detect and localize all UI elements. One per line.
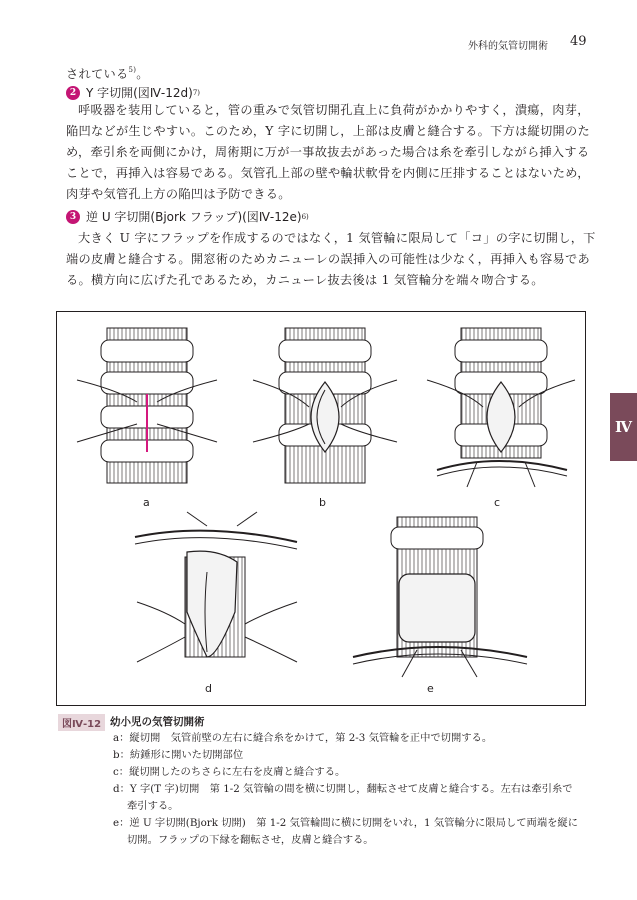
figure-box xyxy=(56,311,586,706)
caption-item-d-cont: 牽引する。 xyxy=(127,800,179,812)
panel-e-drawing xyxy=(353,517,527,677)
panel-label-a: a xyxy=(143,496,150,509)
chapter-tab: Ⅳ xyxy=(610,393,637,461)
body-line-0: されている$^{5)}$。 xyxy=(66,66,149,81)
running-header-title: 外科的気管切開術 xyxy=(468,41,548,52)
panel-label-c: c xyxy=(494,496,501,509)
panel-d-drawing xyxy=(135,512,297,662)
caption-item-e: e：逆 U 字切開(Bjork 切開) 第 1-2 気管輪間に横に切開をいれ，1 気管輪分に限局して両端を縦に xyxy=(113,817,579,829)
tracheotomy-illustration xyxy=(57,312,587,707)
panel-label-d: d xyxy=(205,682,212,695)
paragraph-line: ことで，再挿入は容易である。気管孔上部の壁や輪状軟骨を内側に圧排することはないため， xyxy=(66,166,590,180)
panel-label-e: e xyxy=(427,682,434,695)
caption-item-a: a：縦切開 気管前壁の左右に縫合糸をかけて，第 2-3 気管輪を正中で切開する。 xyxy=(113,732,493,744)
paragraph-line: る。横方向に広げた孔であるため，カニューレ抜去後は 1 気管輪分を端々吻合する。 xyxy=(66,273,544,287)
caption-item-c: c：縦切開したのちさらに左右を皮膚と縫合する。 xyxy=(113,766,346,778)
figure-caption-title: 幼小児の気管切開術 xyxy=(110,716,205,728)
panel-b-drawing xyxy=(253,328,397,483)
caption-item-b: b：紡錘形に開いた切開部位 xyxy=(113,749,244,761)
paragraph-line: 端の皮膚と縫合する。開窓術のためカニューレの誤挿入の可能性は少なく，再挿入も容易であ xyxy=(66,252,590,266)
panel-c-drawing xyxy=(427,328,575,487)
heading-reverse-u-incision: 3 逆 U 字切開(Bjork フラップ)(図Ⅳ-12e) 6) xyxy=(66,208,309,225)
panel-a-drawing xyxy=(77,328,217,483)
caption-item-d: d：Y 字(T 字)切開 第 1-2 気管輪の間を横に切開し，翻転させて皮膚と縫合する。左右は牽引糸で xyxy=(113,783,573,795)
figure-number-tag: 図Ⅳ-12 xyxy=(58,714,105,731)
paragraph-line: 大きく U 字にフラップを作成するのではなく，1 気管輪に限局して「コ」の字に切開し，下 xyxy=(78,231,596,245)
paragraph-line: め，牽引糸を両側にかけ，周術期に万が一事故抜去があった場合は糸を牽引しながら挿入する xyxy=(66,145,590,159)
section-number-3: 3 xyxy=(66,210,80,224)
heading-y-incision: 2 Y 字切開(図Ⅳ-12d) 7) xyxy=(66,84,200,101)
page-number: 49 xyxy=(570,34,587,49)
paragraph-line: 陥凹などが生じやすい。このため，Y 字に切開し，上部は皮膚と縫合する。下方は縦切開のた xyxy=(66,124,591,138)
panel-label-b: b xyxy=(319,496,326,509)
section-number-2: 2 xyxy=(66,86,80,100)
caption-item-e-cont: 切開。フラップの下縁を翻転させ，皮膚と縫合する。 xyxy=(127,834,374,846)
paragraph-line: 肉芽や気管孔上方の陥凹は予防できる。 xyxy=(66,187,291,201)
paragraph-line: 呼吸器を装用していると，管の重みで気管切開孔直上に負荷がかかりやすく，潰瘍，肉芽， xyxy=(78,103,590,117)
